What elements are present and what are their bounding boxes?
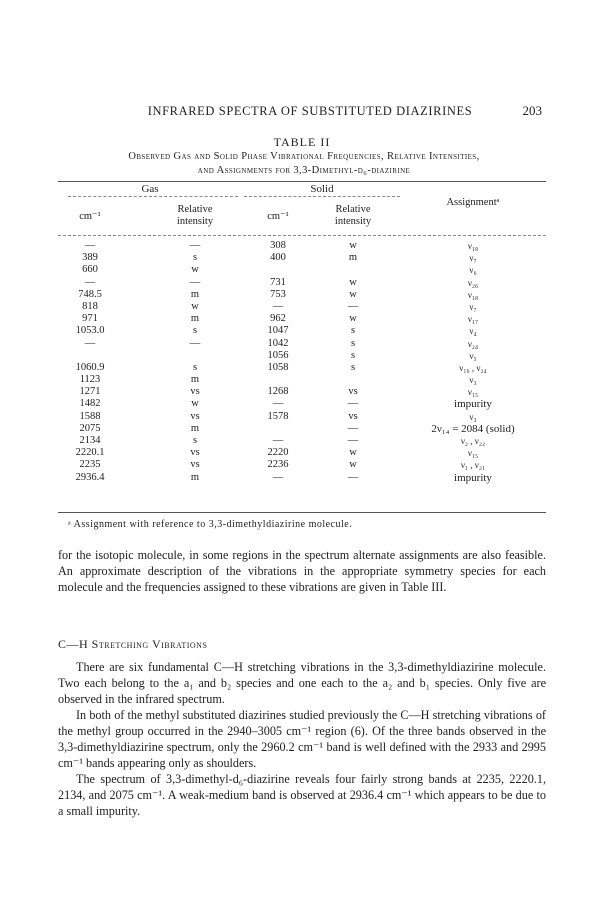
gas-intensity-column xyxy=(160,240,230,484)
table-bottom-rule xyxy=(58,512,546,513)
gas-group-rule xyxy=(68,196,238,197)
table-cell: 1053.0 xyxy=(75,325,105,337)
table-cell: w xyxy=(191,398,199,410)
table-cell: 1271 xyxy=(79,386,101,398)
table-cell: — xyxy=(347,300,359,312)
table-cell: m xyxy=(190,288,200,300)
table-cell: ν₁₅ xyxy=(467,448,479,459)
paragraph-2: There are six fundamental C—H stretching vibrations in the 3,3-dimethyldiazirine molecule. Two each belong to the a₁ and b₂ species and one each to the a₂ and b₁ species. Only five are observed in the infrared spectrum. xyxy=(58,660,546,706)
table-cell: 2075 xyxy=(79,422,101,434)
table-cell: w xyxy=(191,300,199,312)
solid-cm-column xyxy=(248,240,308,484)
table-cell: s xyxy=(192,361,198,373)
gas-cm-column xyxy=(60,240,120,484)
table-cell: w xyxy=(349,459,357,471)
table-cell: ν₂₄ xyxy=(467,338,479,349)
table-top-rule xyxy=(58,181,546,182)
table-cell: 2ν₁₄ = 2084 (solid) xyxy=(431,422,515,435)
table-cell: — xyxy=(84,337,96,349)
table-cell: ν₆ xyxy=(469,265,477,276)
table-cell: — xyxy=(347,422,359,434)
body-paragraphs xyxy=(58,659,546,819)
table-cell: vs xyxy=(190,447,200,459)
table-cell: 753 xyxy=(270,288,286,300)
table-cell: w xyxy=(349,313,357,325)
table-cell: 400 xyxy=(270,252,286,264)
table-cell: — xyxy=(84,276,96,288)
page-number: 203 xyxy=(522,103,542,118)
table-cell: ν₇ xyxy=(469,301,477,312)
table-cell: — xyxy=(84,240,96,251)
table-cell: w xyxy=(349,276,357,288)
table-cell xyxy=(318,374,388,386)
table-cell: 389 xyxy=(82,252,98,264)
table-cell: ν₃ xyxy=(469,411,477,422)
table-cell: 971 xyxy=(82,313,98,325)
table-cell: — xyxy=(272,398,284,410)
table-cell: ν₂ , ν₂₂ xyxy=(460,436,486,446)
header-bottom-rule xyxy=(58,235,546,236)
table-cell: s xyxy=(192,252,198,264)
table-cell: m xyxy=(190,471,200,483)
table-cell xyxy=(248,423,308,435)
table-cell: 731 xyxy=(270,276,286,288)
table-cell: m xyxy=(348,252,358,264)
table-cell: vs xyxy=(348,386,358,398)
table-cell: m xyxy=(190,422,200,434)
table-cell: vs xyxy=(190,386,200,398)
table-cell: — xyxy=(347,435,359,446)
table-cell: 1047 xyxy=(267,325,289,337)
table-cell: w xyxy=(349,447,357,459)
table-cell: ν₂₆ xyxy=(467,277,479,288)
table-cell: 962 xyxy=(270,313,286,325)
section-heading: C—H Stretching Vibrations xyxy=(58,637,208,651)
table-cell: 1123 xyxy=(79,374,101,386)
table-cell: vs xyxy=(348,410,358,422)
table-cell: 2235 xyxy=(79,459,101,471)
table-cell: 2134 xyxy=(79,435,101,446)
table-cell: s xyxy=(350,337,356,349)
solid-intensity-header: Relative intensity xyxy=(334,204,372,227)
solid-intensity-column xyxy=(318,240,388,484)
table-cell: vs xyxy=(190,459,200,471)
table-cell: 1042 xyxy=(267,337,289,349)
table-cell: w xyxy=(349,288,357,300)
table-cell: — xyxy=(272,300,284,312)
table-cell: ν₁₅ xyxy=(467,387,479,398)
table-label: TABLE II xyxy=(273,135,331,149)
table-cell: ν₅ xyxy=(469,350,477,361)
table-cell: 2936.4 xyxy=(75,471,105,483)
table-cell: 308 xyxy=(270,240,286,251)
paragraph-1 xyxy=(58,547,546,595)
table-cell: 660 xyxy=(82,264,98,276)
table-cell xyxy=(160,350,230,362)
table-cell: 1578 xyxy=(267,410,289,422)
table-cell xyxy=(248,374,308,386)
table-cell: 1588 xyxy=(79,410,101,422)
solid-group-rule xyxy=(244,196,400,197)
table-cell: — xyxy=(272,471,284,483)
table-cell: ν₄ xyxy=(469,326,477,337)
table-cell: s xyxy=(350,361,356,373)
table-cell: s xyxy=(350,325,356,337)
table-cell: 1056 xyxy=(267,349,289,361)
gas-intensity-header: Relative intensity xyxy=(176,204,214,227)
table-cell: — xyxy=(189,276,201,288)
table-cell: — xyxy=(347,398,359,410)
table-cell: m xyxy=(190,313,200,325)
table-cell: 1482 xyxy=(79,398,101,410)
running-head: INFRARED SPECTRA OF SUBSTITUTED DIAZIRINES xyxy=(147,104,473,118)
assignment-column xyxy=(400,240,546,484)
table-cell: s xyxy=(192,325,198,337)
table-title-line-1: Observed Gas and Solid Phase Vibrational Frequencies, Relative Intensities, xyxy=(128,151,480,162)
table-cell xyxy=(248,264,308,276)
table-cell: impurity xyxy=(454,398,492,411)
table-cell xyxy=(318,264,388,276)
table-cell: — xyxy=(189,240,201,251)
table-cell: impurity xyxy=(454,471,492,484)
paragraph-1-text: for the isotopic molecule, in some regions in the spectrum alternate assignments are also feasible. An approximate description of the vibrations in the appropriate symmetry species for each molecule and the frequencies assigned to these vibrations are given in Table III. xyxy=(58,548,546,594)
table-cell: ν₁₈ xyxy=(467,241,479,251)
table-cell: ν₇ xyxy=(469,253,477,264)
table-title xyxy=(40,150,568,178)
table-cell: m xyxy=(190,374,200,386)
table-cell: w xyxy=(349,240,357,251)
table-cell: 1060.9 xyxy=(75,361,105,373)
paragraph-3: In both of the methyl substituted diazirines studied previously the C—H stretching vibrations of the methyl group occurred in the 2940–3005 cm⁻¹ region (6). Of the three bands observed in the 3,3-dimethyldiazirine spectrum, only the 2960.2 cm⁻¹ band is well defined with the 2933 and 2995 cm⁻¹ bands appearing only as shoulders. xyxy=(58,708,546,770)
table-cell xyxy=(60,350,120,362)
table-cell: 1268 xyxy=(267,386,289,398)
table-cell: — xyxy=(272,435,284,446)
table-cell: ν₃ xyxy=(469,375,477,386)
table-cell: ν₁ , ν₂₁ xyxy=(460,460,486,471)
gas-cm-header: cm⁻¹ xyxy=(79,211,101,222)
table-cell: — xyxy=(189,337,201,349)
table-cell: s xyxy=(192,435,198,446)
table-cell: — xyxy=(347,471,359,483)
assignment-header: Assignmentᵃ xyxy=(446,197,500,208)
table-cell: ν₁₇ xyxy=(467,314,479,325)
table-cell: 2220 xyxy=(267,447,289,459)
table-cell: ν₁₆ , ν₂₄ xyxy=(459,362,487,373)
table-footnote: ᵃ Assignment with reference to 3,3-dimethyldiazirine molecule. xyxy=(68,519,353,530)
gas-group-header: Gas xyxy=(141,183,159,195)
solid-cm-header: cm⁻¹ xyxy=(267,211,289,222)
table-cell: vs xyxy=(190,410,200,422)
table-cell: ν₁₈ xyxy=(467,289,479,300)
table-cell: 2220.1 xyxy=(75,447,105,459)
table-cell: 1058 xyxy=(267,361,289,373)
table-cell: 748.5 xyxy=(78,288,102,300)
table-cell: w xyxy=(191,264,199,276)
table-cell: s xyxy=(350,349,356,361)
table-cell: 2236 xyxy=(267,459,289,471)
paragraph-4: The spectrum of 3,3-dimethyl-d₆-diazirine reveals four fairly strong bands at 2235, 2220.1, 2134, and 2075 cm⁻¹. A weak-medium band is observed at 2936.4 cm⁻¹ which appears to be due to a small impurity. xyxy=(58,772,546,818)
table-title-line-2: and Assignments for 3,3-Dimethyl-d₆-diazirine xyxy=(197,165,411,176)
table-cell: 818 xyxy=(82,300,98,312)
solid-group-header: Solid xyxy=(310,183,334,195)
